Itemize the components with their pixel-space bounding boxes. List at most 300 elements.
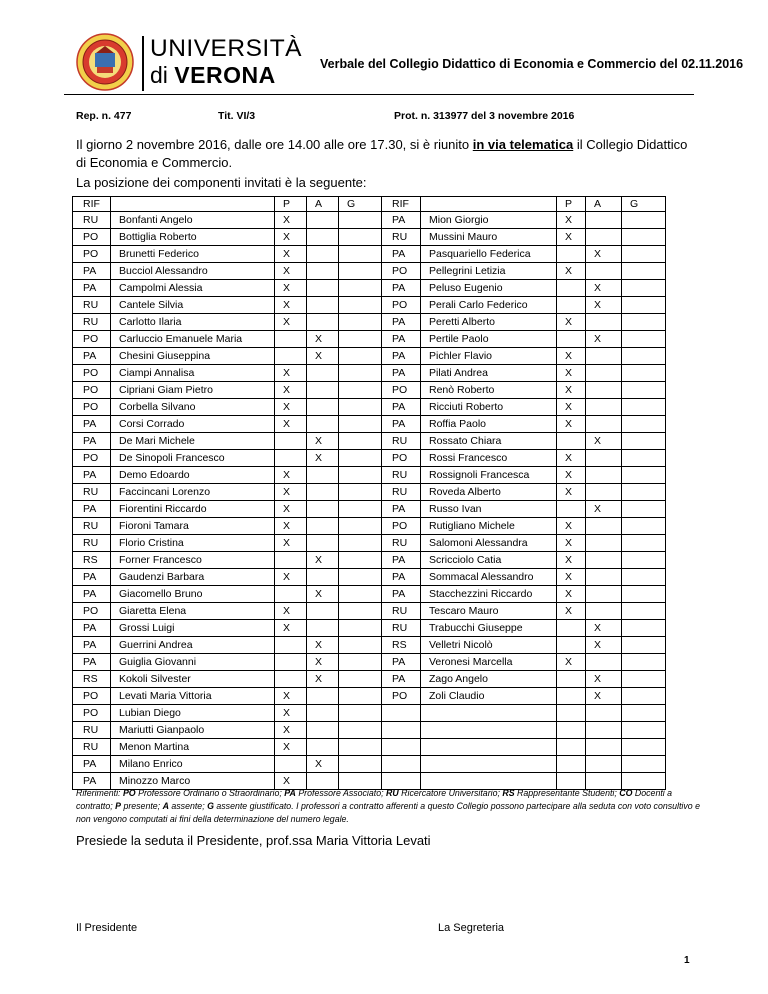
table-row (73, 552, 666, 569)
right-name-cell: Roveda Alberto (421, 484, 557, 501)
left-g-cell (339, 739, 382, 756)
right-g-cell (622, 297, 666, 314)
left-rif-cell: RU (73, 722, 111, 739)
left-name-cell: Bottiglia Roberto (111, 229, 275, 246)
left-a-cell (307, 212, 339, 229)
left-p-cell: X (275, 365, 307, 382)
right-g-cell (622, 569, 666, 586)
right-p-cell: X (557, 314, 586, 331)
left-name-cell: Florio Cristina (111, 535, 275, 552)
right-rif-cell: PA (382, 365, 421, 382)
table-row (73, 450, 666, 467)
right-name-cell: Zoli Claudio (421, 688, 557, 705)
right-g-cell (622, 416, 666, 433)
left-rif-cell: PA (73, 433, 111, 450)
legend-text: Professore Ordinario o Straordinario; (135, 788, 285, 798)
table-row (73, 399, 666, 416)
right-p-cell (557, 331, 586, 348)
left-g-cell (339, 705, 382, 722)
document-title: Verbale del Collegio Didattico di Economia e Commercio del 02.11.2016 (320, 57, 744, 71)
table-row (73, 382, 666, 399)
right-rif-cell: PO (382, 263, 421, 280)
table-row (73, 246, 666, 263)
right-a-cell (586, 518, 622, 535)
right-rif-cell: RU (382, 467, 421, 484)
right-name-cell: Salomoni Alessandra (421, 535, 557, 552)
left-p-cell: X (275, 569, 307, 586)
right-rif-cell: PA (382, 586, 421, 603)
right-a-cell (586, 416, 622, 433)
left-a-cell (307, 399, 339, 416)
left-g-cell (339, 569, 382, 586)
table-row (73, 416, 666, 433)
university-city (150, 62, 276, 88)
left-a-cell (307, 603, 339, 620)
legend-text: Professore Associato; (295, 788, 386, 798)
left-name-cell: Guerrini Andrea (111, 637, 275, 654)
left-p-cell: X (275, 501, 307, 518)
university-verona: VERONA (174, 62, 276, 88)
left-rif-cell: PO (73, 365, 111, 382)
right-a-cell (586, 229, 622, 246)
left-g-cell (339, 552, 382, 569)
right-p-cell: X (557, 348, 586, 365)
header-cell (111, 197, 275, 212)
attendance-intro: La posizione dei componenti invitati è la seguente: (76, 175, 367, 190)
left-g-cell (339, 535, 382, 552)
right-name-cell: Trabucchi Giuseppe (421, 620, 557, 637)
attendance-table (72, 196, 666, 790)
left-rif-cell: RS (73, 552, 111, 569)
left-name-cell: Fioroni Tamara (111, 518, 275, 535)
right-name-cell: Rossi Francesco (421, 450, 557, 467)
left-g-cell (339, 263, 382, 280)
right-g-cell (622, 280, 666, 297)
table-row (73, 467, 666, 484)
right-rif-cell: RU (382, 603, 421, 620)
left-rif-cell: PO (73, 603, 111, 620)
right-a-cell (586, 739, 622, 756)
left-a-cell: X (307, 552, 339, 569)
header-cell: G (622, 197, 666, 212)
left-rif-cell: PO (73, 450, 111, 467)
legend-code: G (207, 801, 214, 811)
university-name: UNIVERSITÀ (150, 35, 303, 62)
left-name-cell: Ciampi Annalisa (111, 365, 275, 382)
right-name-cell: Perali Carlo Federico (421, 297, 557, 314)
header-cell: G (339, 197, 382, 212)
right-name-cell: Pasquariello Federica (421, 246, 557, 263)
left-rif-cell: PA (73, 620, 111, 637)
left-name-cell: Brunetti Federico (111, 246, 275, 263)
right-g-cell (622, 603, 666, 620)
right-g-cell (622, 212, 666, 229)
table-row (73, 297, 666, 314)
left-p-cell: X (275, 212, 307, 229)
chair-statement: Presiede la seduta il Presidente, prof.ssa Maria Vittoria Levati (76, 833, 431, 848)
left-rif-cell: RU (73, 212, 111, 229)
right-rif-cell: PA (382, 280, 421, 297)
right-g-cell (622, 756, 666, 773)
left-p-cell (275, 756, 307, 773)
right-name-cell: Stacchezzini Riccardo (421, 586, 557, 603)
legend-code: PO (122, 788, 136, 798)
right-a-cell (586, 484, 622, 501)
right-a-cell: X (586, 433, 622, 450)
left-name-cell: De Sinopoli Francesco (111, 450, 275, 467)
right-a-cell (586, 263, 622, 280)
left-p-cell: X (275, 518, 307, 535)
left-rif-cell: PA (73, 501, 111, 518)
right-p-cell (557, 756, 586, 773)
right-g-cell (622, 433, 666, 450)
left-p-cell: X (275, 484, 307, 501)
legend-code: P (115, 801, 121, 811)
left-rif-cell: PO (73, 688, 111, 705)
right-rif-cell: PO (382, 518, 421, 535)
left-p-cell: X (275, 297, 307, 314)
left-a-cell (307, 382, 339, 399)
table-row (73, 280, 666, 297)
legend-text: Rappresentante Studenti; (514, 788, 620, 798)
left-g-cell (339, 518, 382, 535)
left-rif-cell: PO (73, 705, 111, 722)
right-name-cell (421, 756, 557, 773)
left-p-cell (275, 671, 307, 688)
left-a-cell (307, 484, 339, 501)
right-p-cell: X (557, 569, 586, 586)
left-rif-cell: PA (73, 654, 111, 671)
right-a-cell (586, 535, 622, 552)
right-p-cell (557, 739, 586, 756)
right-rif-cell (382, 739, 421, 756)
left-name-cell: Corsi Corrado (111, 416, 275, 433)
left-g-cell (339, 246, 382, 263)
left-g-cell (339, 297, 382, 314)
left-a-cell: X (307, 450, 339, 467)
right-p-cell: X (557, 399, 586, 416)
right-name-cell: Veronesi Marcella (421, 654, 557, 671)
left-name-cell: Carlotto Ilaria (111, 314, 275, 331)
right-g-cell (622, 501, 666, 518)
right-a-cell (586, 467, 622, 484)
left-p-cell: X (275, 535, 307, 552)
right-name-cell: Russo Ivan (421, 501, 557, 518)
intro-emphasis: in via telematica (472, 137, 574, 152)
header-cell: RIF (382, 197, 421, 212)
right-g-cell (622, 263, 666, 280)
left-name-cell: Lubian Diego (111, 705, 275, 722)
left-g-cell (339, 365, 382, 382)
left-a-cell: X (307, 433, 339, 450)
left-p-cell (275, 433, 307, 450)
right-rif-cell: PA (382, 501, 421, 518)
left-p-cell: X (275, 773, 307, 790)
left-a-cell (307, 280, 339, 297)
right-name-cell: Mussini Mauro (421, 229, 557, 246)
right-a-cell: X (586, 331, 622, 348)
left-rif-cell: PA (73, 569, 111, 586)
left-name-cell: Giaretta Elena (111, 603, 275, 620)
right-p-cell (557, 297, 586, 314)
right-g-cell (622, 671, 666, 688)
right-g-cell (622, 518, 666, 535)
left-a-cell (307, 263, 339, 280)
left-name-cell: Milano Enrico (111, 756, 275, 773)
table-row (73, 705, 666, 722)
university-seal-logo (76, 33, 134, 91)
intro-paragraph (76, 136, 701, 172)
left-a-cell (307, 535, 339, 552)
right-g-cell (622, 331, 666, 348)
legend-text: Riferimenti: (76, 788, 123, 798)
left-p-cell (275, 637, 307, 654)
left-a-cell (307, 416, 339, 433)
left-p-cell (275, 654, 307, 671)
right-a-cell (586, 314, 622, 331)
left-name-cell: Chesini Giuseppina (111, 348, 275, 365)
table-row (73, 654, 666, 671)
header-cell: P (557, 197, 586, 212)
left-name-cell: Guiglia Giovanni (111, 654, 275, 671)
left-name-cell: Mariutti Gianpaolo (111, 722, 275, 739)
left-g-cell (339, 280, 382, 297)
left-g-cell (339, 586, 382, 603)
left-a-cell (307, 297, 339, 314)
table-row (73, 756, 666, 773)
left-g-cell (339, 484, 382, 501)
right-rif-cell: RU (382, 535, 421, 552)
left-name-cell: Gaudenzi Barbara (111, 569, 275, 586)
protocol-number: Prot. n. 313977 del 3 novembre 2016 (394, 110, 575, 122)
right-g-cell (622, 229, 666, 246)
left-g-cell (339, 229, 382, 246)
right-rif-cell: PO (382, 382, 421, 399)
left-rif-cell: PA (73, 280, 111, 297)
right-rif-cell: PA (382, 552, 421, 569)
right-a-cell (586, 654, 622, 671)
left-name-cell: Campolmi Alessia (111, 280, 275, 297)
left-name-cell: Bucciol Alessandro (111, 263, 275, 280)
right-a-cell: X (586, 501, 622, 518)
left-name-cell: Menon Martina (111, 739, 275, 756)
table-row (73, 212, 666, 229)
left-name-cell: Cipriani Giam Pietro (111, 382, 275, 399)
left-name-cell: Demo Edoardo (111, 467, 275, 484)
right-rif-cell: PA (382, 246, 421, 263)
right-p-cell: X (557, 212, 586, 229)
left-g-cell (339, 314, 382, 331)
right-name-cell (421, 722, 557, 739)
left-p-cell (275, 348, 307, 365)
header-cell: RIF (73, 197, 111, 212)
left-g-cell (339, 671, 382, 688)
right-name-cell: Roffia Paolo (421, 416, 557, 433)
left-name-cell: Levati Maria Vittoria (111, 688, 275, 705)
right-a-cell (586, 450, 622, 467)
right-name-cell: Rutigliano Michele (421, 518, 557, 535)
right-name-cell: Rossato Chiara (421, 433, 557, 450)
left-g-cell (339, 348, 382, 365)
left-name-cell: Bonfanti Angelo (111, 212, 275, 229)
right-p-cell: X (557, 416, 586, 433)
left-a-cell (307, 501, 339, 518)
right-name-cell: Pichler Flavio (421, 348, 557, 365)
left-g-cell (339, 654, 382, 671)
right-g-cell (622, 484, 666, 501)
right-p-cell: X (557, 603, 586, 620)
right-rif-cell: PA (382, 212, 421, 229)
right-p-cell (557, 433, 586, 450)
title-classification: Tit. VI/3 (218, 110, 256, 122)
left-rif-cell: PA (73, 637, 111, 654)
rep-number: Rep. n. 477 (76, 110, 132, 122)
left-g-cell (339, 688, 382, 705)
right-a-cell: X (586, 671, 622, 688)
left-p-cell: X (275, 467, 307, 484)
right-rif-cell: PA (382, 671, 421, 688)
right-rif-cell: PO (382, 688, 421, 705)
signature-segreteria: La Segreteria (438, 922, 505, 934)
right-rif-cell: RU (382, 620, 421, 637)
left-a-cell (307, 518, 339, 535)
right-p-cell: X (557, 654, 586, 671)
legend-code: PA (284, 788, 296, 798)
right-rif-cell: PA (382, 314, 421, 331)
left-p-cell: X (275, 382, 307, 399)
right-p-cell (557, 705, 586, 722)
attendance-table-body (73, 197, 666, 790)
table-row (73, 722, 666, 739)
left-g-cell (339, 620, 382, 637)
legend-text: presente; (121, 801, 163, 811)
table-row (73, 314, 666, 331)
left-g-cell (339, 603, 382, 620)
right-a-cell: X (586, 280, 622, 297)
table-row (73, 620, 666, 637)
right-name-cell: Scricciolo Catia (421, 552, 557, 569)
right-rif-cell (382, 705, 421, 722)
left-p-cell: X (275, 688, 307, 705)
right-a-cell (586, 399, 622, 416)
legend-notes (76, 787, 700, 826)
right-name-cell: Renò Roberto (421, 382, 557, 399)
right-g-cell (622, 450, 666, 467)
page-number: 1 (684, 955, 690, 966)
right-name-cell (421, 739, 557, 756)
legend-code: RS (502, 788, 515, 798)
left-a-cell: X (307, 671, 339, 688)
left-p-cell (275, 331, 307, 348)
left-name-cell: Carluccio Emanuele Maria (111, 331, 275, 348)
left-p-cell (275, 450, 307, 467)
left-rif-cell: PO (73, 246, 111, 263)
left-a-cell: X (307, 331, 339, 348)
left-a-cell (307, 739, 339, 756)
left-name-cell: Forner Francesco (111, 552, 275, 569)
left-p-cell: X (275, 603, 307, 620)
header-cell: P (275, 197, 307, 212)
right-p-cell (557, 620, 586, 637)
left-rif-cell: RS (73, 671, 111, 688)
right-a-cell (586, 603, 622, 620)
right-name-cell: Pertile Paolo (421, 331, 557, 348)
signature-presidente: Il Presidente (76, 922, 138, 934)
left-rif-cell: PA (73, 756, 111, 773)
table-row (73, 739, 666, 756)
right-g-cell (622, 620, 666, 637)
table-row (73, 348, 666, 365)
right-a-cell (586, 552, 622, 569)
left-p-cell: X (275, 280, 307, 297)
table-header-row (73, 197, 666, 212)
right-rif-cell: PA (382, 348, 421, 365)
right-rif-cell: PA (382, 399, 421, 416)
left-name-cell: Kokoli Silvester (111, 671, 275, 688)
left-p-cell: X (275, 314, 307, 331)
right-name-cell: Peretti Alberto (421, 314, 557, 331)
table-row (73, 433, 666, 450)
legend-text: assente giustificato. I professori a contratto afferenti a questo Collegio possono partecipare alla seduta con voto consultivo e non vengono computati ai fini della determinazione del numero legale. (76, 801, 701, 824)
right-g-cell (622, 654, 666, 671)
right-name-cell: Pellegrini Letizia (421, 263, 557, 280)
left-name-cell: Corbella Silvano (111, 399, 275, 416)
left-g-cell (339, 416, 382, 433)
left-rif-cell: PA (73, 586, 111, 603)
right-a-cell (586, 348, 622, 365)
right-name-cell (421, 705, 557, 722)
right-rif-cell: PA (382, 654, 421, 671)
right-a-cell (586, 722, 622, 739)
left-name-cell: Fiorentini Riccardo (111, 501, 275, 518)
right-p-cell: X (557, 586, 586, 603)
right-g-cell (622, 705, 666, 722)
left-name-cell: Giacomello Bruno (111, 586, 275, 603)
left-p-cell: X (275, 739, 307, 756)
right-g-cell (622, 399, 666, 416)
right-p-cell (557, 722, 586, 739)
legend-text: assente; (168, 801, 208, 811)
left-g-cell (339, 637, 382, 654)
left-rif-cell: RU (73, 518, 111, 535)
right-name-cell: Zago Angelo (421, 671, 557, 688)
right-name-cell: Peluso Eugenio (421, 280, 557, 297)
left-rif-cell: PA (73, 263, 111, 280)
left-a-cell (307, 688, 339, 705)
table-row (73, 688, 666, 705)
table-row (73, 263, 666, 280)
table-row (73, 365, 666, 382)
header-cell: A (586, 197, 622, 212)
right-name-cell: Velletri Nicolò (421, 637, 557, 654)
intro-before: Il giorno 2 novembre 2016, dalle ore 14.00 alle ore 17.30, si è riunito (76, 137, 473, 152)
left-name-cell: De Mari Michele (111, 433, 275, 450)
left-rif-cell: PO (73, 331, 111, 348)
header-rule (64, 94, 694, 95)
legend-text: Ricercatore Universitario; (398, 788, 503, 798)
left-g-cell (339, 399, 382, 416)
left-p-cell: X (275, 416, 307, 433)
left-p-cell: X (275, 263, 307, 280)
university-di: di (150, 62, 168, 88)
right-g-cell (622, 382, 666, 399)
right-a-cell (586, 569, 622, 586)
left-rif-cell: RU (73, 535, 111, 552)
right-a-cell: X (586, 637, 622, 654)
right-a-cell (586, 756, 622, 773)
right-g-cell (622, 246, 666, 263)
right-rif-cell: PO (382, 297, 421, 314)
